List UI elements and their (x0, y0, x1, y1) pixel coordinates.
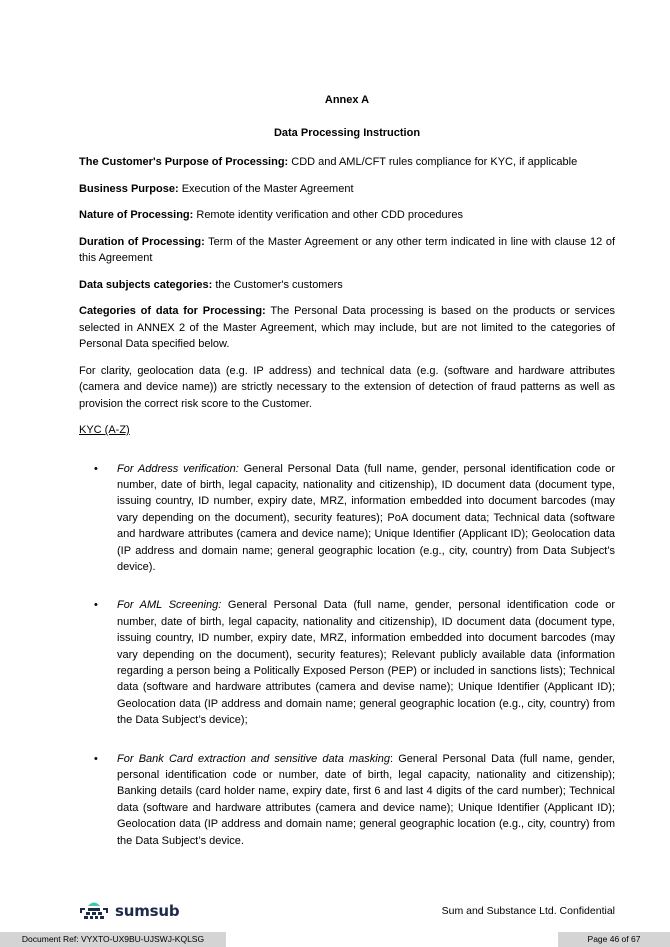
bullet-text: General Personal Data (full name, gender, personal identification code or number, date of birth, legal capacity, nationality and citizenship), ID document data (document type, issuing country, ID number, expiry date, MRZ, information embedded into document barcodes (may vary depending on the document), security features); Relevant publicly available data (information regarding a person being a Politically Exposed Person (PEP) or included in sanctions lists); Technical data (software and hardware attributes (camera and devise name); Unique Identifier (Applicant ID); Geolocation data (IP address and domain name; general geographic location (e.g., city, country) from the Data Subject’s device); (117, 599, 615, 727)
field-label: Business Purpose: (79, 182, 179, 195)
field-value: Execution of the Master Agreement (178, 182, 354, 195)
page-content (79, 92, 615, 871)
sumsub-logo (79, 899, 179, 923)
list-item (79, 751, 615, 849)
document-ref: Document Ref: VYXTO-UX9BU-UJSWJ-KQLSG (0, 932, 226, 947)
field-label: Duration of Processing: (79, 235, 205, 248)
bullet-label: For Bank Card extraction and sensitive data masking (117, 752, 390, 765)
clarity-paragraph: For clarity, geolocation data (e.g. IP address) and technical data (e.g. (software and hardware attributes (camera and device name)) are strictly necessary to the extension of detection of fraud patterns as well as provision the correct risk score to the Customer. (79, 364, 615, 410)
section-heading-kyc: KYC (A-Z) (79, 424, 130, 436)
bullet-label: For AML Screening: (117, 599, 222, 612)
field-customer-purpose (79, 154, 615, 171)
logo-text: sumsub (115, 902, 180, 920)
field-label: The Customer's Purpose of Processing: (79, 156, 289, 168)
field-value: Remote identity verification and other CDD procedures (193, 209, 463, 221)
bullet-label: For Address verification: (117, 462, 239, 475)
page-number: Page 46 of 67 (558, 932, 670, 947)
field-value: The Personal Data processing is based on the products or services selected in ANNEX 2 of the Master Agreement, which may include, but are not limited to the categories of Personal Data specified below. (79, 305, 615, 350)
field-label: Categories of data for Processing: (79, 305, 266, 317)
bullet-icon: • (94, 752, 98, 765)
document-subtitle: Data Processing Instruction (273, 127, 421, 139)
list-item (79, 461, 615, 576)
field-label: Data subjects categories: (79, 278, 213, 291)
confidential-notice: Sum and Substance Ltd. Confidential (441, 905, 615, 917)
bullet-icon: • (94, 462, 98, 475)
annex-title: Annex A (324, 94, 370, 106)
field-business-purpose (79, 181, 615, 198)
bullet-text: General Personal Data (full name, gender, personal identification code or number, date of birth, legal capacity, nationality and citizenship), ID document data (document type, issuing country, ID number, expiry date, MRZ, information embedded into document barcodes (may vary depending on the document), security features); PoA document data; Technical data (software and hardware attributes (camera and device name); Unique Identifier (Applicant ID); Geolocation data (IP address and domain name; general geographic location (e.g., city, country) from Data Subject’s device). (117, 462, 615, 573)
field-value: CDD and AML/CFT rules compliance for KYC, if applicable (288, 156, 578, 168)
field-duration-of-processing (79, 234, 615, 267)
field-value: the Customer's customers (212, 278, 343, 291)
field-nature-of-processing (79, 207, 615, 224)
kyc-bullet-list (79, 461, 615, 850)
field-data-subjects (79, 277, 615, 294)
field-value: Term of the Master Agreement or any other term indicated in line with clause 12 of this Agreement (79, 235, 616, 264)
bullet-text: : General Personal Data (full name, gender, personal identification code or number, date of birth, legal capacity, nationality and citizenship); Banking details (card holder name, expiry date, first 6 and last 4 digits of the card number); Technical data (software and hardware attributes (camera and device name); Unique Identifier (Applicant ID); Geolocation data (IP address and domain name; general geographic location (e.g., city, country) from the Data Subject’s device. (117, 752, 615, 847)
field-categories-of-data (79, 303, 615, 353)
list-item (79, 597, 615, 728)
bullet-icon: • (94, 599, 98, 612)
field-label: Nature of Processing: (79, 209, 194, 221)
sumsub-logo-icon (79, 899, 109, 923)
